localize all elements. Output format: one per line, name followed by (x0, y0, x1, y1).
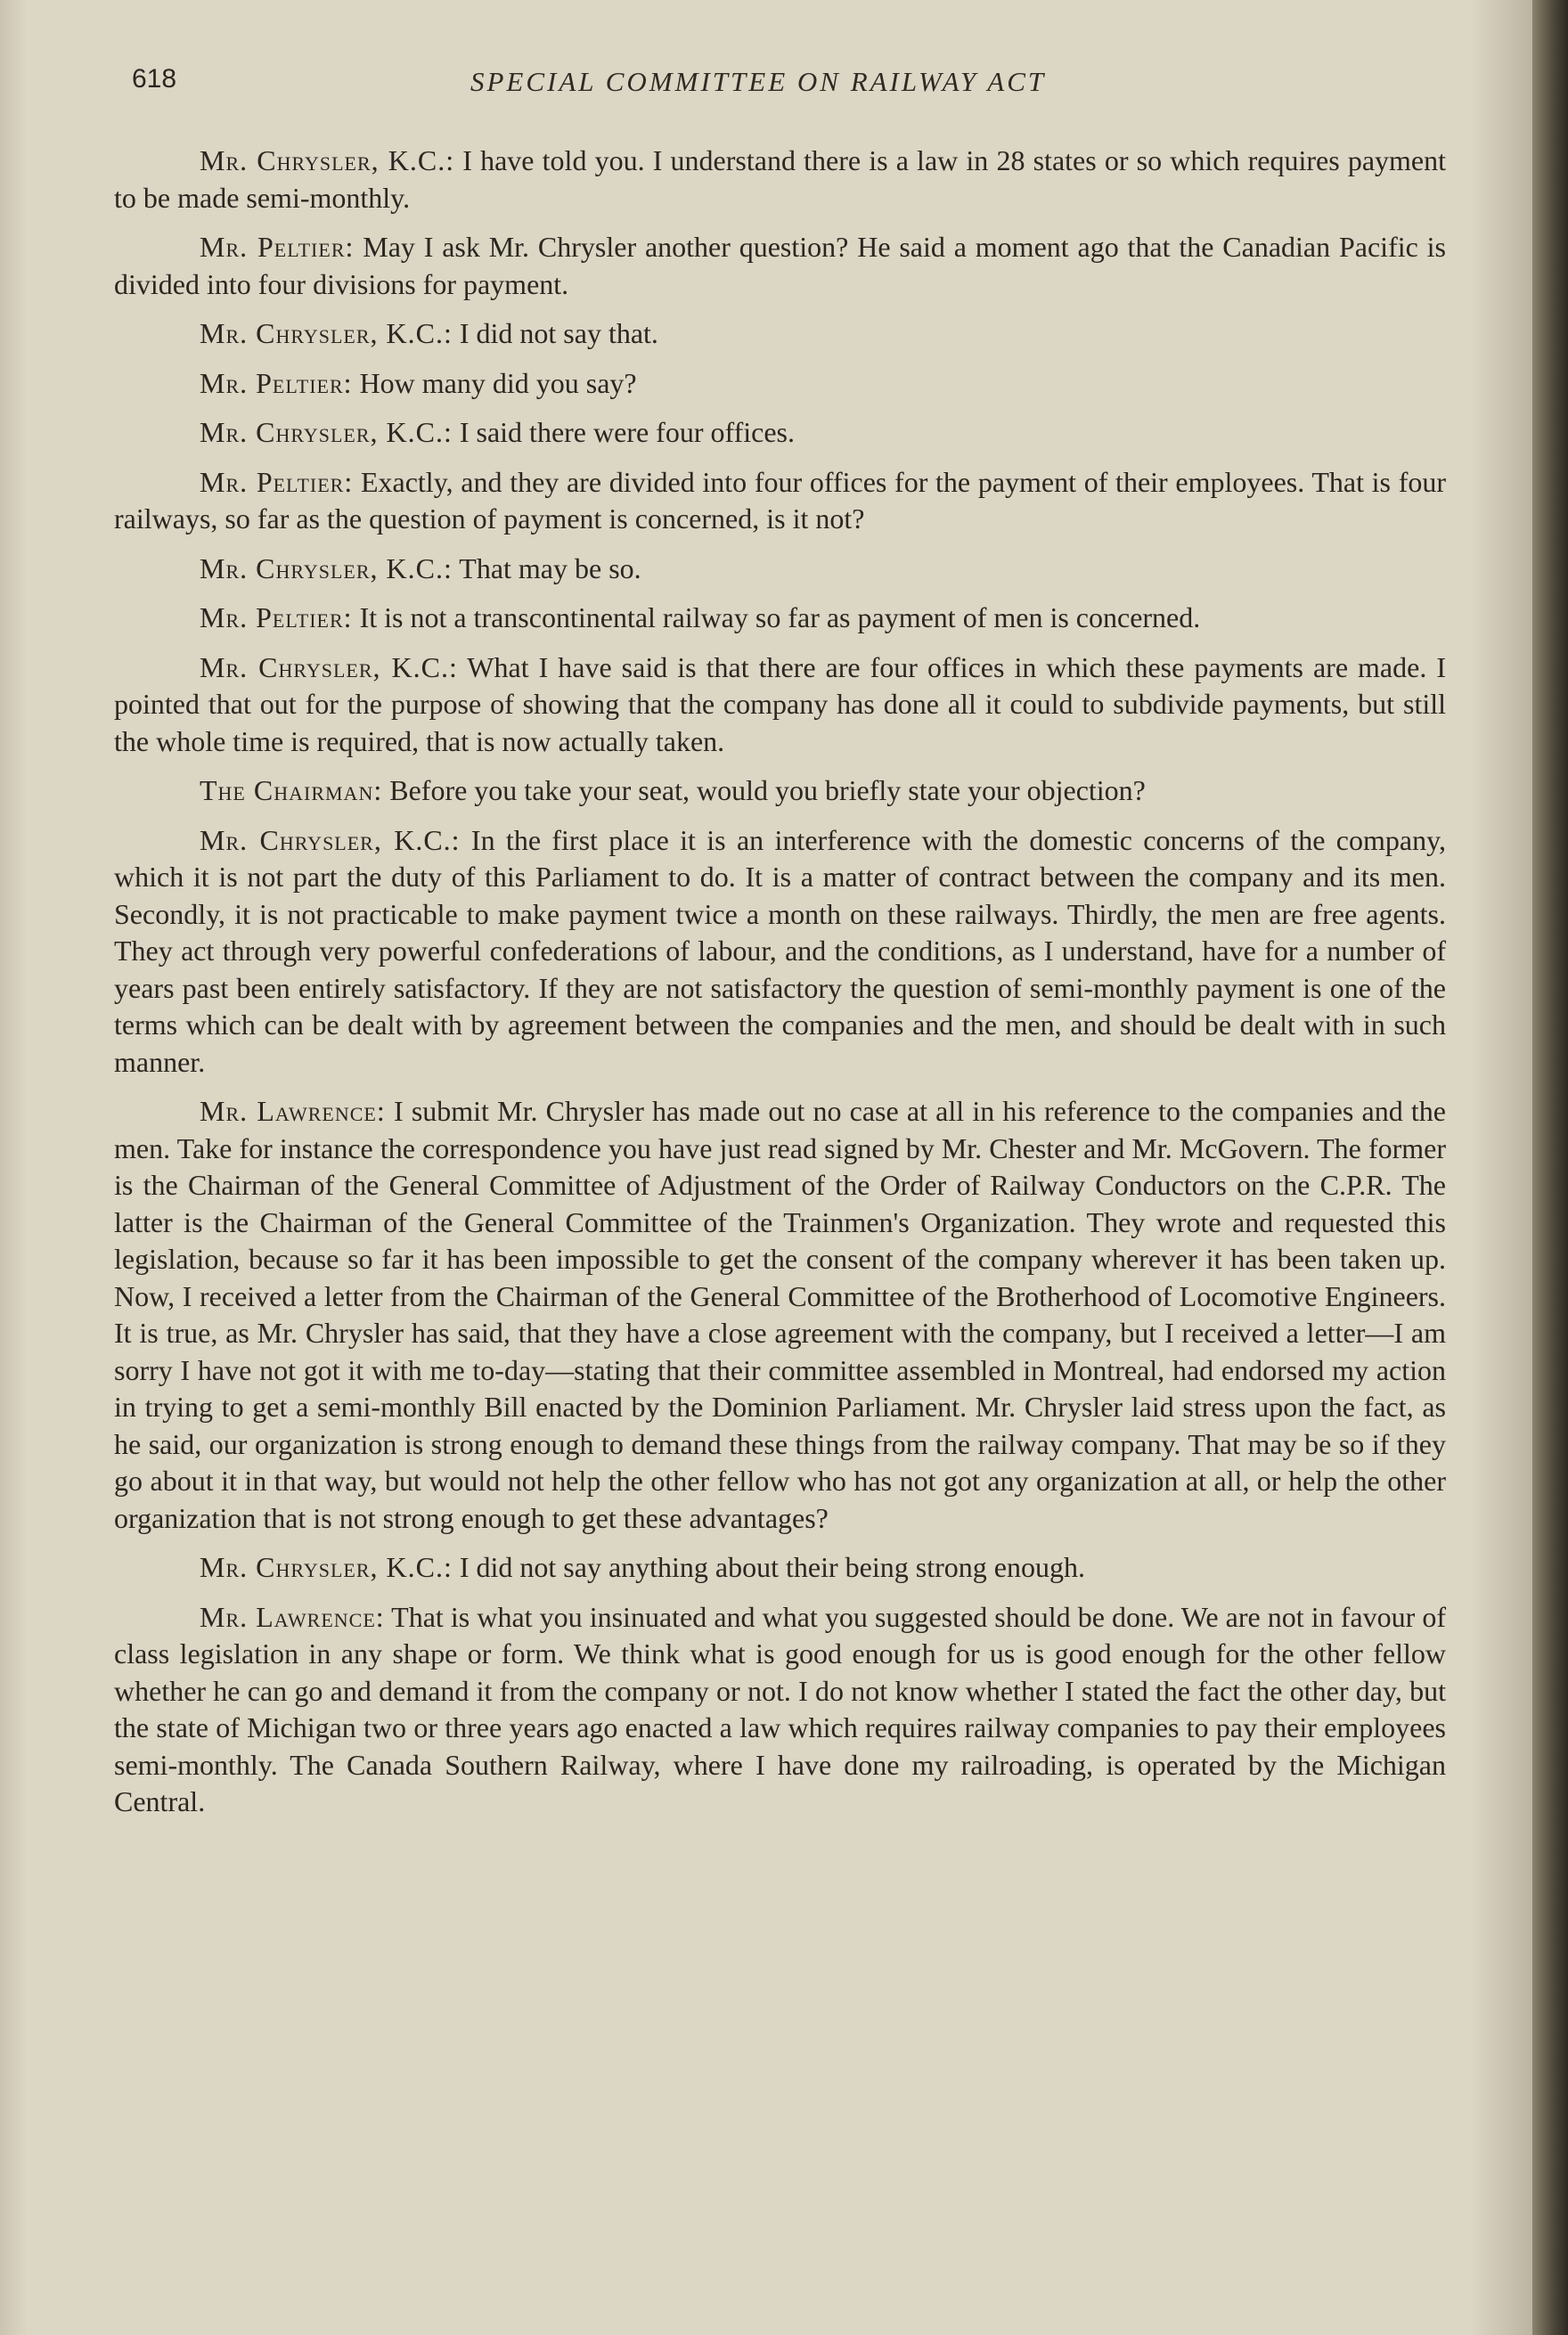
running-title: SPECIAL COMMITTEE ON RAILWAY ACT (470, 66, 1047, 97)
speech-text: Before you take your seat, would you briefly state your objection? (389, 774, 1146, 806)
speech-text: I said there were four offices. (459, 416, 795, 448)
speech-text: Exactly, and they are divided into four offices for the payment of their employees. That is four railways, so far as the question of payment is concerned, is it not? (114, 465, 1447, 535)
speech-text: How many did you say? (359, 366, 637, 399)
speech-text: I did not say anything about their being strong enough. (459, 1551, 1085, 1583)
page-header (132, 59, 1434, 103)
book-binding-edge (1532, 0, 1568, 2335)
speaker-name: Mr. Lawrence: (200, 1600, 385, 1633)
paragraph (114, 1093, 1446, 1537)
speech-text: It is not a transcontinental railway so far as payment of men is concerned. (359, 601, 1201, 633)
speech-text: What I have said is that there are four offices in which these payments are made. I pointed that out for the purpose of showing that the company has done all it could to subdivide payments, but still the whole time is required, that is now actually taken. (114, 650, 1447, 757)
speech-text: I have told you. I understand there is a law in 28 states or so which requires payment to be made semi-monthly. (114, 144, 1447, 214)
paragraph (114, 600, 1446, 637)
page-number: 618 (132, 64, 177, 94)
paragraph (114, 315, 1446, 353)
speaker-name: Mr. Chrysler, K.C.: (200, 416, 453, 448)
paragraph (114, 143, 1446, 216)
speaker-name: Mr. Chrysler, K.C.: (200, 551, 453, 584)
speaker-name: Mr. Peltier: (200, 465, 354, 498)
speech-text: That may be so. (459, 551, 641, 584)
speech-text: I submit Mr. Chrysler has made out no case at all in his reference to the companies and the men. Take for instance the correspondence you have just read signed by Mr. Chester and Mr. McGovern. The former is the Chairman of the General Committee of Adjustment of the Order of Railway Conductors on the C.P.R. The latter is the Chairman of the General Committee of the Trainmen's Organization. They wrote and requested this legislation, because so far it has been impossible to get the consent of the company wherever it has been taken up. Now, I received a letter from the Chairman of the General Committee of the Brotherhood of Locomotive Engineers. It is true, as Mr. Chrysler has said, that they have a close agreement with the company, but I received a letter—I am sorry I have not got it with me to-day—stating that their committee assembled in Montreal, had endorsed my action in trying to get a semi-monthly Bill enacted by the Dominion Parliament. Mr. Chrysler laid stress upon the fact, as he said, our organization is strong enough to demand these things from the railway company. That may be so if they go about it in that way, but would not help the other fellow who has not got any organization at all, or help the other organization that is not strong enough to get these advantages? (114, 1095, 1447, 1534)
speech-text: I did not say that. (459, 317, 658, 349)
speech-text: That is what you insinuated and what you suggested should be done. We are not in favour of class legislation in any shape or form. We think what is good enough for us is good enough for the other fellow whether he can go and demand it from the company or not. I do not know whether I stated the fact the other day, but the state of Michigan two or three years ago enacted a law which requires railway companies to pay their employees semi-monthly. The Canada Southern Railway, where I have done my railroading, is operated by the Michigan Central. (114, 1600, 1446, 1817)
paragraph (114, 649, 1446, 761)
paragraph (114, 1549, 1446, 1587)
paragraph (114, 551, 1446, 588)
paragraph (114, 1599, 1446, 1821)
paragraph (114, 229, 1446, 303)
speaker-name: Mr. Chrysler, K.C.: (200, 1551, 453, 1583)
paragraph (114, 772, 1446, 810)
speaker-name: The Chairman: (200, 774, 383, 806)
speaker-name: Mr. Chrysler, K.C.: (200, 823, 461, 856)
speech-text: May I ask Mr. Chrysler another question? He said a moment ago that the Canadian Pacific is divided into four divisions for payment. (114, 231, 1446, 300)
paragraph (114, 365, 1446, 403)
speaker-name: Mr. Chrysler, K.C.: (200, 144, 455, 176)
speaker-name: Mr. Peltier: (200, 601, 353, 633)
speaker-name: Mr. Peltier: (200, 231, 355, 263)
body-text (114, 143, 1446, 1833)
speaker-name: Mr. Chrysler, K.C.: (200, 317, 453, 349)
speech-text: In the first place it is an interference with the domestic concerns of the company, which it is not part the duty of this Parliament to do. It is a matter of contract between the company and its men. Secondly, it is not practicable to make payment twice a month on these railways. Thirdly, the men are free agents. They act through very powerful confederations of labour, and the conditions, as I understand, have for a number of years past been entirely satisfactory. If they are not satisfactory the question of semi-monthly payment is one of the terms which can be dealt with by agreement between the companies and the men, and should be dealt with in such manner. (114, 823, 1447, 1078)
paragraph (114, 822, 1446, 1082)
paragraph (114, 464, 1446, 538)
paragraph (114, 414, 1446, 452)
speaker-name: Mr. Lawrence: (200, 1095, 386, 1127)
speaker-name: Mr. Peltier: (200, 366, 353, 399)
speaker-name: Mr. Chrysler, K.C.: (200, 650, 458, 683)
